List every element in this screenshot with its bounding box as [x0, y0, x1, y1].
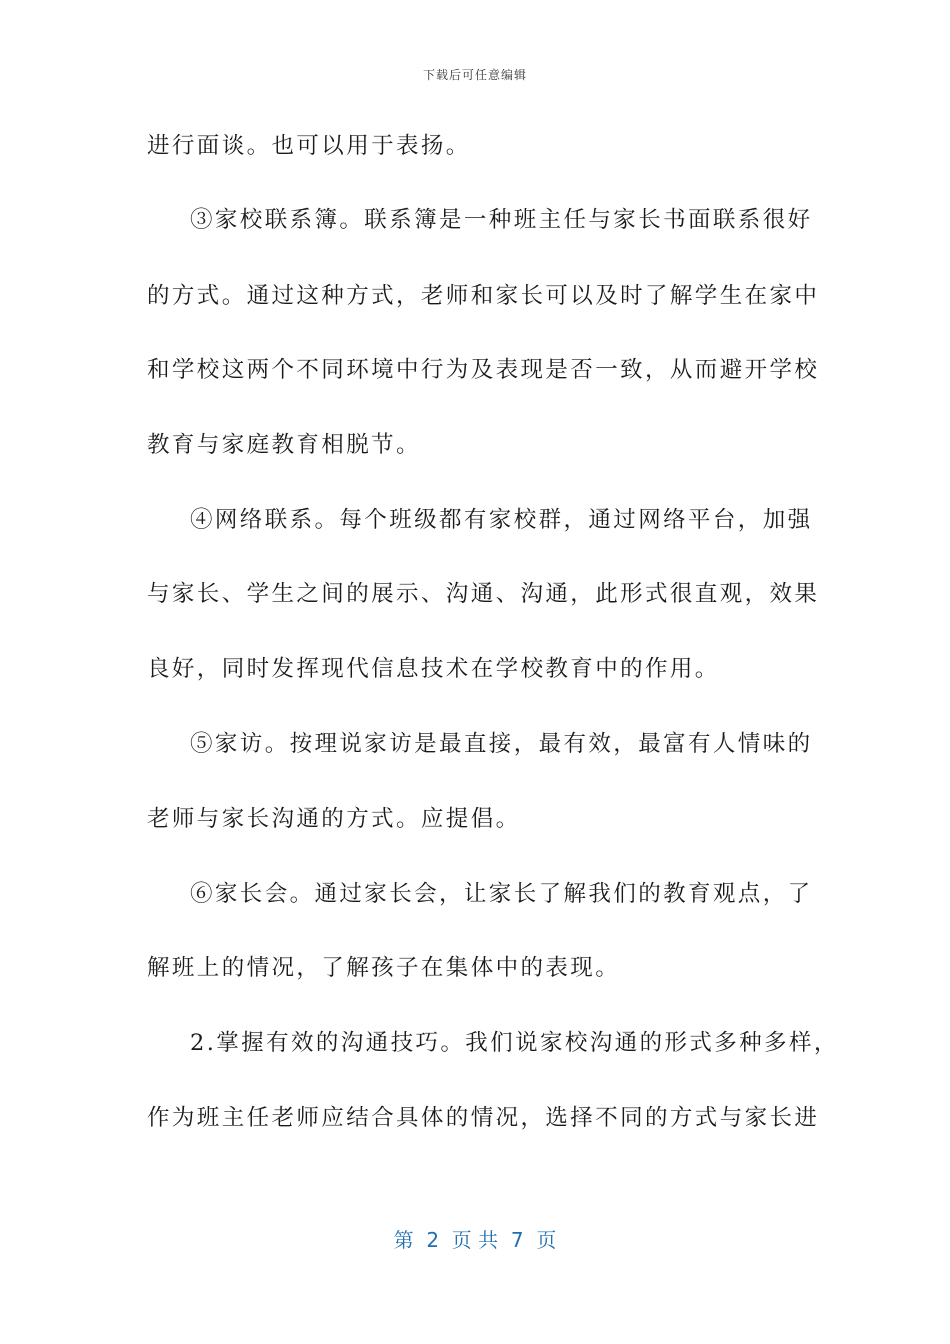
- body-line-11: ⑥家长会。通过家长会，让家长了解我们的教育观点，了: [190, 881, 813, 907]
- body-line-1: 进行面谈。也可以用于表扬。: [147, 133, 471, 159]
- body-line-5: 教育与家庭教育相脱节。: [147, 432, 421, 458]
- body-line-10: 老师与家长沟通的方式。应提倡。: [147, 806, 521, 832]
- page-header-note: 下载后可任意编辑: [422, 68, 527, 82]
- body-line-8: 良好，同时发挥现代信息技术在学校教育中的作用。: [147, 656, 720, 682]
- body-line-12: 解班上的情况，了解孩子在集体中的表现。: [147, 955, 621, 981]
- body-line-14: 作为班主任老师应结合具体的情况，选择不同的方式与家长进: [147, 1105, 820, 1131]
- body-line-6: ④网络联系。每个班级都有家校群，通过网络平台，加强: [190, 507, 813, 533]
- body-line-2: ③家校联系簿。联系簿是一种班主任与家长书面联系很好: [190, 207, 813, 233]
- body-line-4: 和学校这两个不同环境中行为及表现是否一致，从而避开学校: [147, 357, 820, 383]
- body-line-9: ⑤家访。按理说家访是最直接，最有效，最富有人情味的: [190, 731, 813, 757]
- page-number-footer: 第 2 页 共 7 页: [393, 1228, 557, 1252]
- body-line-7: 与家长、学生之间的展示、沟通、沟通，此形式很直观，效果: [147, 581, 820, 607]
- body-line-3: 的方式。通过这种方式，老师和家长可以及时了解学生在家中: [147, 283, 820, 309]
- body-line-13: 2.掌握有效的沟通技巧。我们说家校沟通的形式多种多样，: [190, 1030, 839, 1056]
